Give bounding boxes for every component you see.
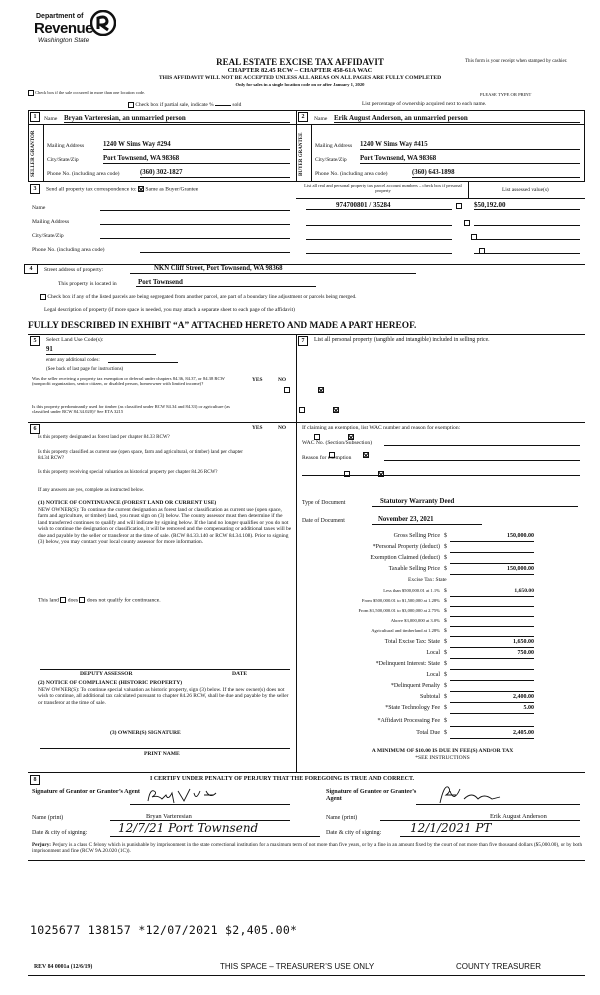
seller-name-label: Name: [44, 116, 58, 122]
deputy-assessor-label: DEPUTY ASSESSOR: [80, 671, 133, 677]
dollar-sign: $: [444, 555, 447, 561]
taxable-label: Taxable Selling Price: [388, 566, 440, 572]
buyer-address[interactable]: 1240 W Sims Way #415: [360, 141, 580, 150]
doc-type-label: Type of Document: [302, 500, 346, 506]
correspondence-row: [46, 186, 198, 193]
perjury-label: Perjury:: [32, 842, 52, 848]
print-name-label: PRINT NAME: [144, 751, 180, 757]
wac-field[interactable]: [384, 439, 580, 446]
partial-percent-field[interactable]: [215, 100, 231, 106]
reason-field-2[interactable]: [302, 469, 580, 476]
assessed-header: List assessed value(s): [502, 187, 549, 193]
parcel-1-personal-checkbox[interactable]: [456, 203, 462, 209]
dollar-sign: $: [444, 661, 447, 667]
section-6-number: 6: [30, 424, 40, 434]
corr-addr-field[interactable]: [100, 218, 290, 225]
gross-value[interactable]: 150,000.00: [450, 533, 534, 542]
delinq-state-value[interactable]: [450, 661, 534, 670]
partial-sale-checkbox[interactable]: [128, 102, 134, 108]
tech-fee-value[interactable]: 5.00: [450, 705, 534, 714]
deputy-assessor-signature[interactable]: [40, 669, 290, 670]
seller-grantor-label: SELLER GRANTOR: [31, 130, 36, 178]
form-notice-2: Only for sales in a single location code on or after January 1, 2020: [235, 82, 365, 87]
form-subtitle: CHAPTER 82.45 RCW – CHAPTER 458-61A WAC: [227, 67, 373, 74]
corr-phone-label: Phone No. (including area code): [32, 247, 105, 253]
owner-print-name-field[interactable]: [40, 748, 290, 749]
tier4-label: Above $3,000,000 at 3.0%: [390, 618, 440, 623]
segregated-checkbox[interactable]: [40, 294, 46, 300]
sold-label: sold: [232, 102, 242, 108]
section-5-number: 5: [30, 336, 40, 346]
assessed-3-field[interactable]: [474, 233, 580, 240]
logo-line-1: Department of: [36, 13, 84, 20]
delinq-local-row: [302, 672, 534, 682]
revenue-swirl-icon: [90, 10, 116, 36]
section-2-number: 2: [298, 112, 308, 122]
personal-label: *Personal Property (deduct): [372, 544, 440, 550]
section-1-number: 1: [30, 112, 40, 122]
land-use-label: Select Land Use Code(s):: [46, 337, 104, 343]
corr-name-label: Name: [32, 205, 46, 211]
section-7-number: 7: [298, 336, 308, 346]
doc-date[interactable]: November 23, 2021: [372, 516, 482, 525]
certify-statement: I CERTIFY UNDER PENALTY OF PERJURY THAT THE FOREGOING IS TRUE AND CORRECT.: [150, 776, 415, 782]
ownership-note: List percentage of ownership acquired next to each name.: [362, 101, 487, 107]
see-instructions-note: *SEE INSTRUCTIONS: [415, 755, 470, 761]
penalty-value[interactable]: [450, 683, 534, 692]
total-state-row: [302, 639, 534, 649]
buyer-name-label: Name: [314, 116, 328, 122]
receipt-note: This form is your receipt when stamped by cashier.: [465, 59, 568, 64]
total-state-value[interactable]: 1,650.00: [450, 639, 534, 648]
local-label: Local: [426, 650, 440, 656]
dollar-sign: $: [444, 588, 447, 594]
does-qualify-checkbox[interactable]: [60, 597, 66, 603]
local-value[interactable]: 750.00: [450, 650, 534, 659]
personal-row: [302, 544, 534, 554]
type-or-print: PLEASE TYPE OR PRINT: [480, 92, 532, 97]
section-8-number: 8: [30, 775, 40, 785]
dollar-sign: $: [444, 566, 447, 572]
grantee-date-city[interactable]: 12/1/2021 PT: [400, 822, 580, 837]
s6-q2: Is this property classified as current use (open space, farm and agricultural, or timber) land per chapter 84.34 RCW?: [38, 450, 243, 461]
land-use-code[interactable]: 91: [46, 346, 156, 355]
owner-signature-label: (3) OWNER(S) SIGNATURE: [110, 730, 181, 736]
dollar-sign: $: [444, 718, 447, 724]
notice-1-body: NEW OWNER(S): To continue the current designation as forest land or classification as current use (open space, farm and agriculture, or timber) land, you must sign on (3) below. The county assessor must then determine if the land transferred continues to qualify and will indicate by signing below. If the land no longer qualifies or you do not wish to continue the designation or classification, it will be removed and the compensating or additional taxes will be due and payable by the seller or transferor at the time of sale. (RCW 84.33.140 or RCW 84.34.108). Prior to signing (3) below, you may contact your local county assessor for more information.: [38, 507, 292, 546]
property-street-address[interactable]: NKN Cliff Street, Port Townsend, WA 98368: [130, 265, 416, 274]
assessed-value[interactable]: $50,192.00: [474, 201, 580, 210]
local-row: [302, 650, 534, 660]
segregated-row: [40, 294, 357, 300]
parcel-3-field[interactable]: [306, 233, 452, 240]
dollar-sign: $: [444, 650, 447, 656]
gross-row: [302, 533, 534, 543]
multi-location-label: Check box if the sale occurred in more than one location code.: [35, 90, 146, 96]
taxable-value[interactable]: 150,000.00: [450, 566, 534, 575]
does-label: does: [67, 597, 79, 604]
seller-phone[interactable]: (360) 302-1827: [140, 169, 290, 178]
s6-q1: Is this property designated as forest land per chapter 84.33 RCW?: [38, 435, 170, 440]
reason-field[interactable]: [384, 454, 580, 461]
logo-line-3: Washington State: [38, 37, 90, 44]
grantor-signature-mark: [144, 785, 264, 805]
taxable-row: [302, 566, 534, 576]
tier2-value[interactable]: [450, 598, 534, 607]
affidavit-fee-row: [302, 718, 534, 728]
s5-q1-no-checkbox[interactable]: [318, 387, 324, 393]
continuance-row: [38, 597, 161, 604]
delinq-state-label: *Delinquent Interest: State: [375, 661, 440, 667]
see-back-note: (See back of last page for instructions): [46, 367, 124, 372]
seller-city-label: City/State/Zip: [47, 157, 79, 163]
legal-description-label: Legal description of property (if more space is needed, you may attach a separate sheet to each page of the affidavit): [44, 307, 295, 313]
tier1-value[interactable]: 1,650.00: [450, 588, 534, 597]
section-4-number: 4: [24, 264, 38, 274]
doc-type[interactable]: Statutory Warranty Deed: [372, 498, 578, 507]
s5-no-label: NO: [278, 377, 287, 383]
logo-line-2: Revenue: [34, 20, 94, 37]
grantee-signature[interactable]: [416, 785, 580, 805]
buyer-addr-label: Mailing Address: [315, 143, 353, 149]
county-treasurer: COUNTY TREASURER: [456, 962, 542, 971]
dollar-sign: $: [444, 628, 447, 634]
notice-2-body: NEW OWNER(S): To continue special valuation as historic property, sign (3) below. If the new owner(s) does not wish to continue, all additional tax calculated pursuant to chapter 84.26 RCW, shall be due and payable by the seller or transferor at the time of sale.: [38, 687, 289, 706]
s5-q2: Is this property predominantly used for timber (as classified under RCW 84.34 and 84.33) or agriculture (as classified under RCW 84.34.020)? See ETA 3215: [32, 404, 230, 415]
penalty-row: [302, 683, 534, 693]
buyer-phone-label: Phone No. (including area code): [315, 171, 388, 177]
exemption-label: If claiming an exemption, list WAC number and reason for exemption:: [302, 425, 461, 431]
dollar-sign: $: [444, 705, 447, 711]
grantee-name-print-label: Name (print): [326, 815, 358, 821]
s5-q1: Was the seller receiving a property tax exemption or deferral under chapters 84.36, 84.37, or 84.38 RCW (nonprofit organization, senior citizen, or disabled person, homeowner with limited income)?: [32, 376, 225, 387]
seller-addr-label: Mailing Address: [47, 143, 85, 149]
dollar-sign: $: [444, 598, 447, 604]
s5-yes-label: YES: [252, 377, 263, 383]
grantee-date-city-label: Date & city of signing:: [326, 830, 382, 836]
dollar-sign: $: [444, 544, 447, 550]
total-state-label: Total Excise Tax: State: [384, 639, 440, 645]
tier1-label: Less than $500,000.01 at 1.1%: [383, 588, 440, 593]
street-address-label: Street address of property:: [44, 267, 104, 273]
this-land-label: This land: [38, 597, 59, 604]
grantor-signature-label: Signature of Grantor or Grantor’s Agent: [32, 788, 140, 795]
doc-date-label: Date of Document: [302, 518, 345, 524]
grantee-name-print[interactable]: Erik August Anderson: [380, 813, 580, 821]
agency-logo: [34, 10, 114, 52]
additional-codes-label: enter any additional codes:: [46, 358, 100, 363]
tier5-label: Agricultural and timberland at 1.28%: [371, 628, 440, 633]
partial-sale-label: Check box if partial sale, indicate %: [135, 102, 214, 108]
s6-if-yes: If any answers are yes, complete as instructed below.: [38, 488, 145, 493]
buyer-phone[interactable]: (360) 643-1898: [412, 169, 580, 178]
delinq-local-label: Local: [426, 672, 440, 678]
buyer-city[interactable]: Port Townsend, WA 98368: [360, 155, 580, 164]
dollar-sign: $: [444, 639, 447, 645]
tier5-value[interactable]: [450, 628, 534, 637]
deputy-date-label: DATE: [232, 671, 248, 677]
buyer-city-label: City/State/Zip: [315, 157, 347, 163]
minimum-fee-note: A MINIMUM OF $10.00 IS DUE IN FEE(S) AND/OR TAX: [371, 748, 514, 754]
total-due-value[interactable]: 2,405.00: [450, 730, 534, 739]
s6-q2-no-checkbox[interactable]: [363, 452, 369, 458]
seller-city[interactable]: Port Townsend, WA 98368: [103, 155, 290, 164]
s5-q1-yes-checkbox[interactable]: [284, 387, 290, 393]
parcel-header: List all real and personal property tax parcel account numbers – check box if personal property: [304, 183, 462, 194]
seller-address[interactable]: 1240 W Sims Way #294: [103, 141, 290, 150]
grantor-date-city[interactable]: 12/7/21 Port Townsend: [110, 822, 320, 837]
does-not-qualify-checkbox[interactable]: [79, 597, 85, 603]
notice-1-title: (1) NOTICE OF CONTINUANCE (FOREST LAND OR CURRENT USE): [38, 500, 217, 506]
partial-sale-row: [128, 100, 241, 108]
treasurer-stamp: 1025677 138157 *12/07/2021 $2,405.00*: [30, 923, 298, 937]
grantor-date-city-label: Date & city of signing:: [32, 830, 88, 836]
parcel-2-field[interactable]: [306, 219, 452, 226]
tier5-row: [302, 628, 534, 638]
parcel-4-field[interactable]: [306, 247, 452, 254]
multi-location-checkbox-row: [28, 90, 148, 96]
exemption-value[interactable]: [450, 555, 534, 564]
dollar-sign: $: [444, 672, 447, 678]
delinq-state-row: [302, 661, 534, 671]
total-due-row: [302, 730, 534, 740]
parcel-2-checkbox[interactable]: [464, 220, 470, 226]
exemption-row: [302, 555, 534, 565]
located-in-label: This property is located in: [58, 281, 117, 287]
s6-yes-label: YES: [252, 425, 263, 431]
legal-description[interactable]: FULLY DESCRIBED IN EXHIBIT “A” ATTACHED HERETO AND MADE A PART HEREOF.: [28, 321, 417, 331]
exemption-claimed-label: Exemption Claimed (deduct): [370, 555, 440, 561]
form-title: REAL ESTATE EXCISE TAX AFFIDAVIT: [216, 57, 384, 67]
wac-label: WAC No. (Section/Subsection): [302, 440, 373, 446]
tier3-value[interactable]: [450, 608, 534, 617]
dollar-sign: $: [444, 683, 447, 689]
form-revision: REV 84 0001a (12/6/19): [34, 964, 93, 970]
reason-label: Reason for exemption: [302, 455, 352, 461]
subtotal-label: Subtotal: [419, 694, 440, 700]
dollar-sign: $: [444, 730, 447, 736]
tier4-row: [302, 618, 534, 628]
treasurer-use-only: THIS SPACE – TREASURER’S USE ONLY: [220, 962, 375, 971]
subtotal-value[interactable]: 2,400.00: [450, 694, 534, 703]
corr-addr-label: Mailing Address: [32, 219, 70, 225]
affidavit-fee-label: *Affidavit Processing Fee: [377, 718, 440, 724]
dollar-sign: $: [444, 533, 447, 539]
delinq-local-value[interactable]: [450, 672, 534, 681]
buyer-grantee-label: BUYER GRANTEE: [299, 132, 304, 176]
tier3-row: [302, 608, 534, 618]
penalty-label: *Delinquent Penalty: [390, 683, 440, 689]
same-as-buyer-checkbox[interactable]: [138, 186, 144, 192]
form-notice: THIS AFFIDAVIT WILL NOT BE ACCEPTED UNLESS ALL AREAS ON ALL PAGES ARE FULLY COMPLETED: [158, 75, 442, 81]
buyer-name[interactable]: Erik August Anderson, an unmarried person: [334, 114, 580, 123]
personal-property-label: List all personal property (tangible and intangible) included in selling price.: [314, 337, 490, 343]
personal-value[interactable]: [450, 544, 534, 553]
corr-city-field[interactable]: [100, 232, 290, 239]
s5-q2-no-checkbox[interactable]: [333, 407, 339, 413]
seller-name[interactable]: Bryan Varteresian, an unmarried person: [64, 114, 290, 123]
tier4-value[interactable]: [450, 618, 534, 627]
assessed-2-field[interactable]: [474, 219, 580, 226]
parcel-number[interactable]: 974700801 / 35284: [306, 201, 452, 210]
multi-location-checkbox[interactable]: [28, 90, 34, 96]
notice-2-title: (2) NOTICE OF COMPLIANCE (HISTORIC PROPERTY): [38, 680, 183, 686]
s6-q3: Is this property receiving special valuation as historical property per chapter 84.26 RCW?: [38, 470, 218, 475]
grantee-signature-label: Signature of Grantee or Grantee’s Agent: [326, 788, 417, 803]
tech-fee-label: *State Technology Fee: [385, 705, 440, 711]
section-3-number: 3: [30, 184, 40, 194]
total-due-label: Total Due: [416, 730, 440, 736]
dollar-sign: $: [444, 608, 447, 614]
subtotal-row: [302, 694, 534, 704]
grantee-signature-mark: [426, 783, 526, 805]
dollar-sign: $: [444, 618, 447, 624]
located-in-city[interactable]: Port Townsend: [136, 278, 316, 287]
correspondence-label: Send all property tax correspondence to:: [46, 186, 137, 193]
does-not-label: does not qualify for continuance.: [86, 597, 161, 604]
corr-name-field[interactable]: [100, 204, 290, 211]
perjury-statement: [32, 843, 584, 855]
corr-phone-field[interactable]: [140, 246, 290, 253]
tier2-row: [302, 598, 534, 608]
tier2-label: From $500,000.01 to $1,500,000 at 1.28%: [361, 598, 440, 603]
tech-fee-row: [302, 705, 534, 715]
corr-city-label: City/State/Zip: [32, 233, 64, 239]
affidavit-fee-value[interactable]: [450, 718, 534, 727]
grantor-name-print-label: Name (print): [32, 815, 64, 821]
tier3-label: From $1,500,000.01 to $3,000,000 at 2.75%: [358, 608, 440, 613]
dollar-sign: $: [444, 694, 447, 700]
s6-no-label: NO: [278, 425, 287, 431]
assessed-4-field[interactable]: [474, 247, 580, 254]
additional-codes-field[interactable]: [108, 357, 178, 363]
seller-phone-label: Phone No. (including area code): [47, 171, 120, 177]
s5-q2-yes-checkbox[interactable]: [299, 407, 305, 413]
grantor-signature[interactable]: [130, 785, 290, 805]
tier1-row: [302, 588, 534, 598]
same-as-buyer-label: Same as Buyer/Grantee: [145, 186, 199, 193]
segregated-label: Check box if any of the listed parcels are being segregated from another parcel, are part of a boundary line adjustment or parcels being merged.: [47, 294, 357, 301]
gross-label: Gross Selling Price: [393, 533, 440, 539]
perjury-text: Perjury is a class C felony which is punishable by imprisonment in the state correctional institution for a maximum term of not more than five years, or by a fine in an amount fixed by the court of not more than five thousand dollars ($5,000.00), or by both imprisonment and fine (RCW 9A.20.020 (1C)).: [32, 842, 583, 854]
grantor-name-print[interactable]: Bryan Varteresian: [110, 813, 290, 821]
excise-state-label: Excise Tax: State: [408, 577, 447, 583]
